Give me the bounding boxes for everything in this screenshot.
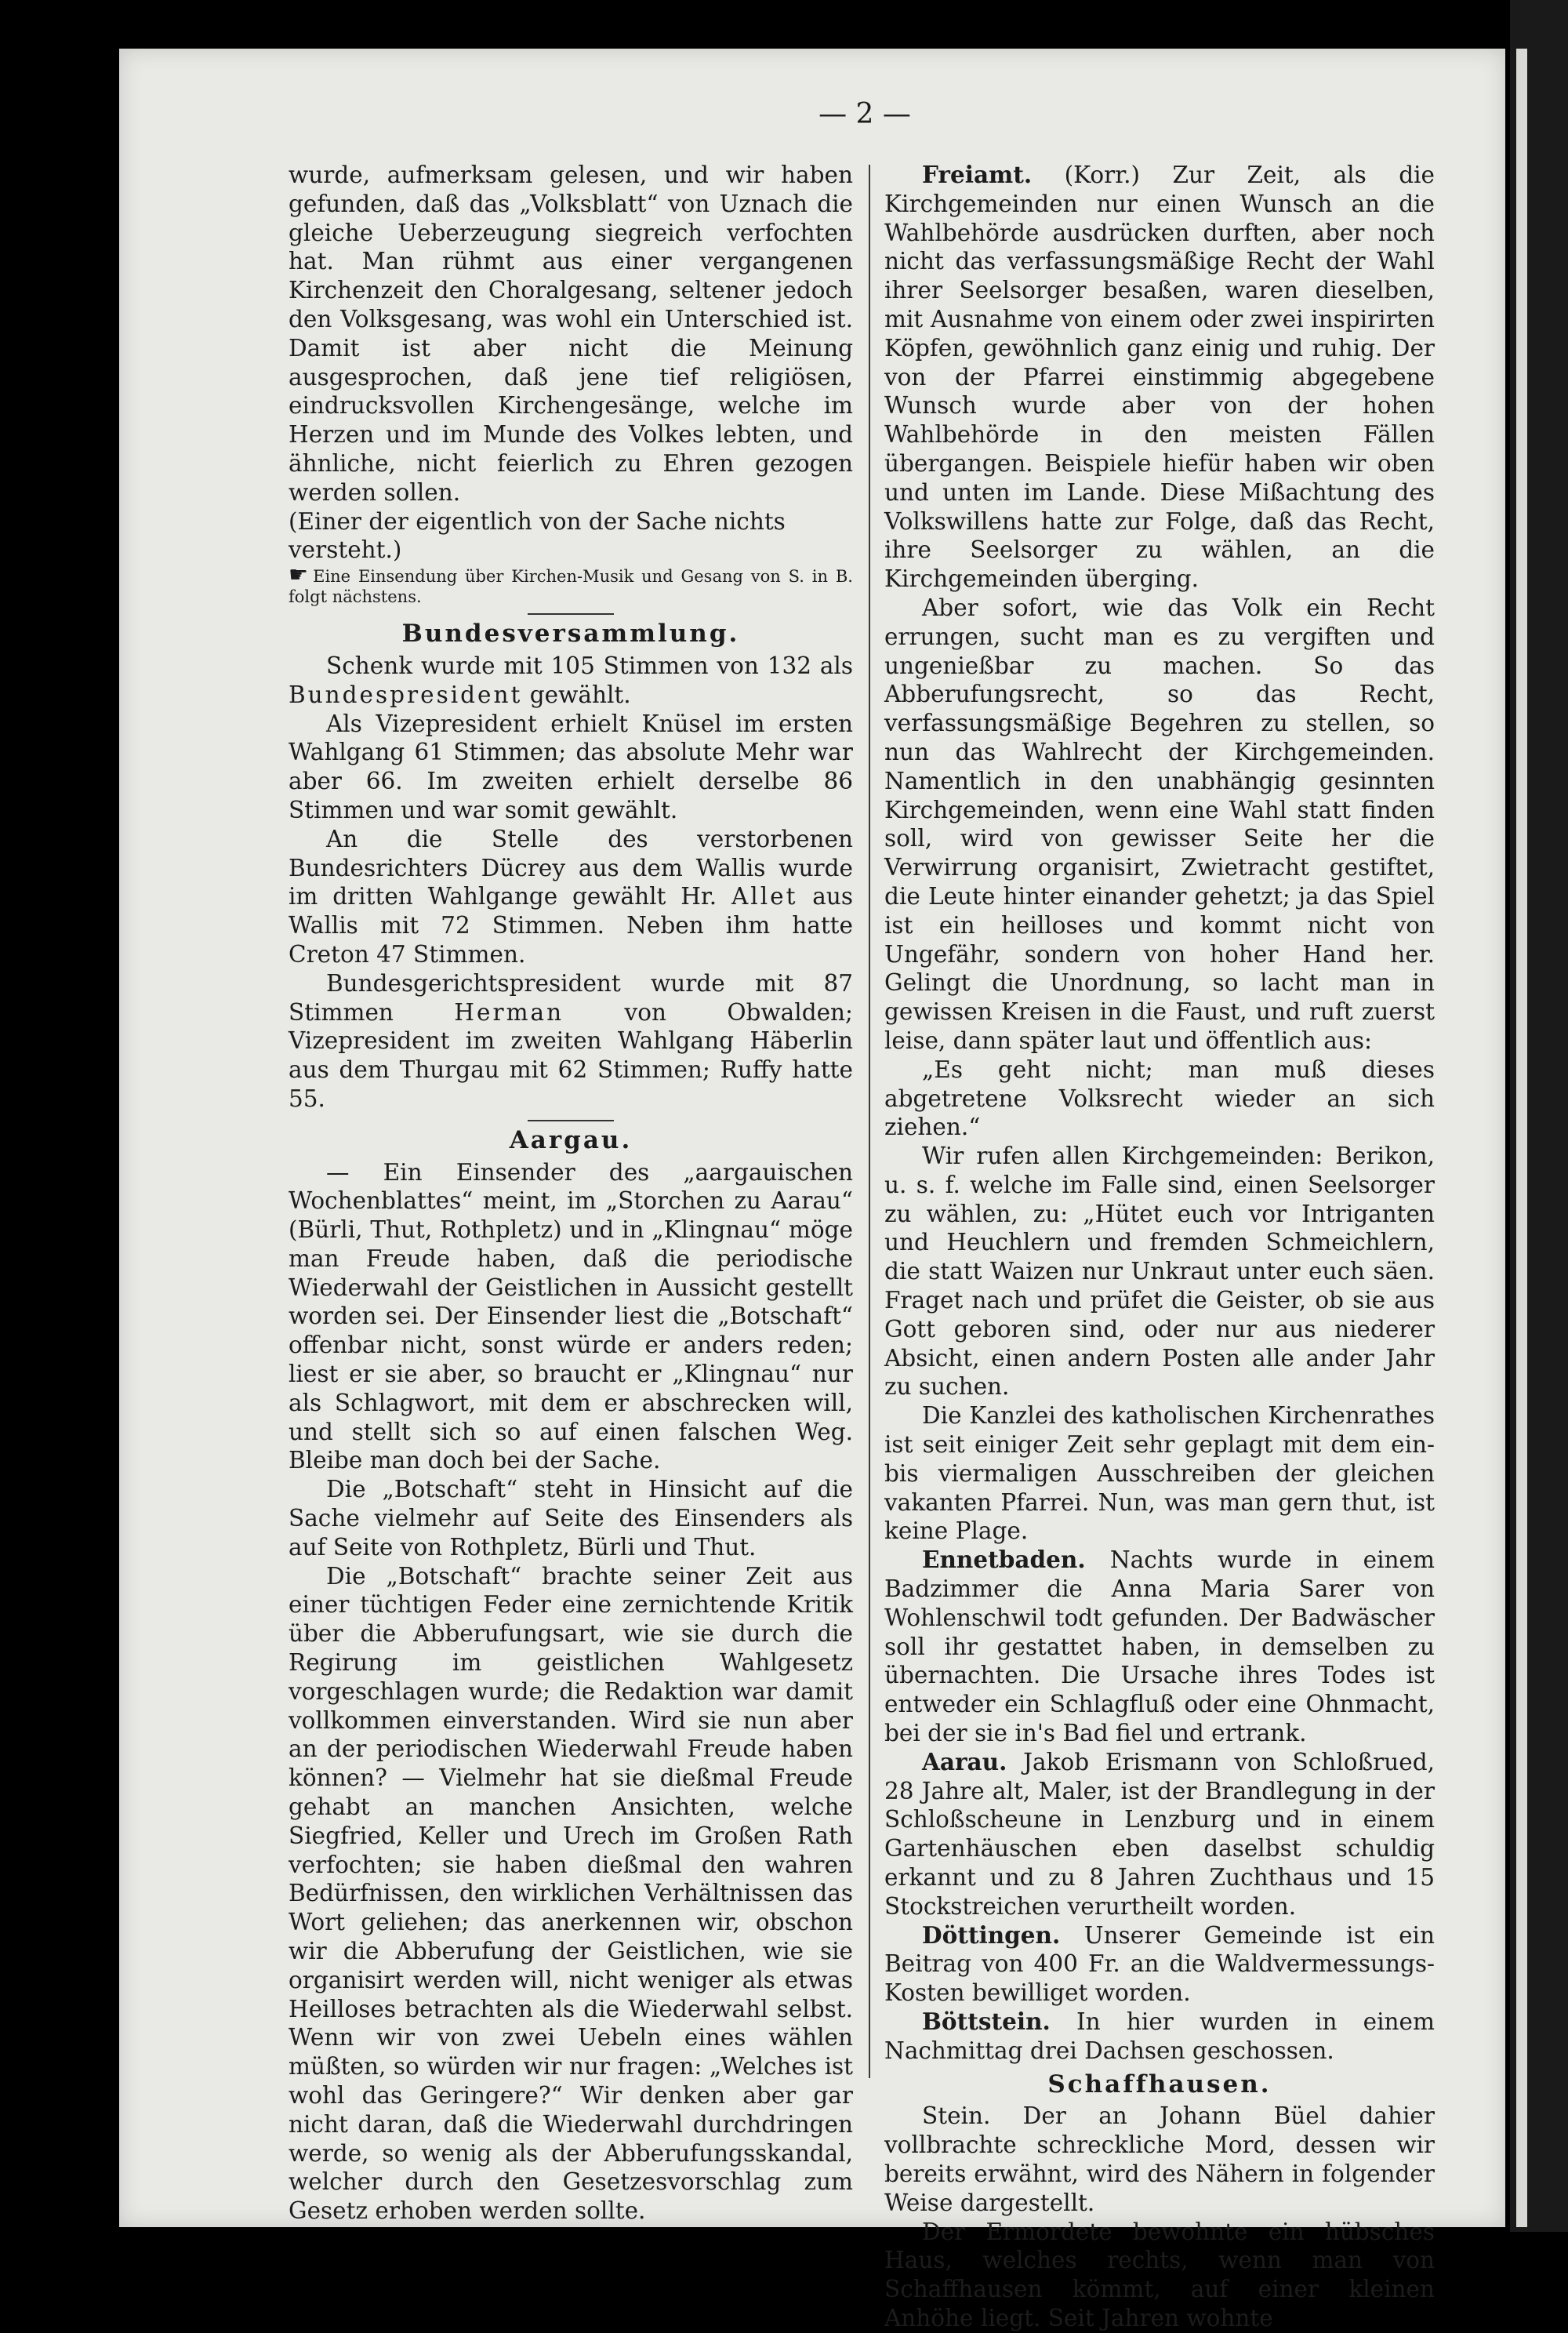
heading-bundesversammlung: Bundesversammlung. bbox=[401, 620, 740, 649]
boettstein-item: Böttstein. In hier wurden in einem Nachmittag drei Dachsen geschossen. bbox=[884, 2008, 1435, 2064]
schaffhausen-paragraph-1: Stein. Der an Johann Büel dahier vollbrachte schreckliche Mord, dessen wir bereits erwähnt, wird des Nähern in folgender Weise dargestellt. bbox=[884, 2102, 1435, 2216]
boettstein-keyword: Böttstein. bbox=[922, 2008, 1051, 2035]
ennetbaden-item: Ennetbaden. Nachts wurde in einem Badzimmer die Anna Maria Sarer von Wohlenschwil todt gefunden. Der Badwäscher soll ihr gestattet haben, in demselben zu übernachten. Die Ursache ihres Todes ist entweder ein Schlagfluß oder eine Ohnmacht, bei der sie in's Bad fiel und ertrank. bbox=[884, 1546, 1435, 1747]
aargau-paragraph-2: Die „Botschaft“ steht in Hinsicht auf die Sache vielmehr auf Seite des Einsenders als auf Seite von Rothpletz, Bürli und Thut. bbox=[289, 1476, 853, 1561]
heading-aargau: Aargau. bbox=[509, 1125, 633, 1154]
column-divider bbox=[869, 165, 870, 2078]
scan-border bbox=[1510, 0, 1568, 2232]
right-column bbox=[884, 161, 1435, 2333]
freiamt-keyword: Freiamt. bbox=[922, 161, 1033, 188]
ennetbaden-keyword: Ennetbaden. bbox=[922, 1546, 1086, 1574]
signature: (Einer der eigentlich von der Sache nichts versteht.) bbox=[289, 507, 786, 564]
aarau-keyword: Aarau. bbox=[922, 1747, 1007, 1775]
section-divider bbox=[528, 1120, 614, 1121]
doettingen-item: Döttingen. Unserer Gemeinde ist ein Beitrag von 400 Fr. an die Waldvermessungs-Kosten bewilliget worden. bbox=[884, 1921, 1435, 2007]
freiamt-paragraph-3: Wir rufen allen Kirchgemeinden: Berikon, u. s. f. welche im Falle sind, einen Seelsorger zu wählen, zu: „Hütet euch vor Intriganten und Heuchlern und fremden Schmeichlern, die statt Waizen nur Unkraut unter euch säen. Fraget nach und prüfet die Geister, ob sie aus Gott geboren sind, oder nur aus niederer Absicht, einen andern Posten alle ander Jahr zu suchen. bbox=[884, 1143, 1435, 1401]
left-column bbox=[289, 161, 853, 2226]
pointing-hand-icon: ☛ bbox=[289, 561, 309, 588]
bund-paragraph-1: Schenk wurde mit 105 Stimmen von 132 als Bundespresident gewählt. bbox=[289, 652, 853, 708]
aarau-item: Aarau. Jakob Erismann von Schloßrued, 28 Jahre alt, Maler, ist der Brandlegung in der Schloßscheune in Lenzburg und in einem Gartenhäuschen eben daselbst schuldig erkannt und zu 8 Jahren Zuchthaus und 15 Stockstreichen verurtheilt worden. bbox=[884, 1747, 1435, 1920]
next-page-edge bbox=[1516, 49, 1527, 2227]
doettingen-keyword: Döttingen. bbox=[922, 1921, 1061, 1949]
article-continuation: wurde, aufmerksam gelesen, und wir haben gefunden, daß das „Volksblatt“ von Uznach die gleiche Ueberzeugung siegreich verfochten hat. Man rühmt aus einer vergangenen Kirchenzeit den Choralgesang, seltener jedoch den Volksgesang, was wohl ein Unterschied ist. Damit ist aber nicht die Meinung ausgesprochen, daß jene tief religiösen, eindrucksvollen Kirchengesänge, welche im Herzen und im Munde des Volkes lebten, und ähnliche, nicht feierlich zu Ehren gezogen werden sollen. bbox=[289, 162, 853, 506]
aargau-paragraph-1: — Ein Einsender des „aargauischen Wochenblattes“ meint, im „Storchen zu Aarau“ (Bürli, Thut, Rothpletz) und in „Klingnau“ möge man Freude haben, daß die periodische Wiederwahl der Geistlichen in Aussicht gestellt worden sei. Der Einsender liest die „Botschaft“ offenbar nicht, sonst würde er anders reden; liest er sie aber, so braucht er „Klingnau“ nur als Schlagwort, mit dem er abschrecken will, und stellt sich so auf einen falschen Weg. Bleibe man doch bei der Sache. bbox=[289, 1158, 853, 1474]
heading-schaffhausen: Schaffhausen. bbox=[1047, 2070, 1272, 2099]
section-divider bbox=[528, 613, 614, 615]
freiamt-quote: „Es geht nicht; man muß dieses abgetretene Volksrecht wieder an sich ziehen.“ bbox=[884, 1056, 1435, 1141]
notice: ☛ Eine Einsendung über Kirchen-Musik und Gesang von S. in B. folgt nächstens. bbox=[289, 561, 853, 607]
page-number: — 2 — bbox=[818, 98, 911, 130]
freiamt-paragraph-4: Die Kanzlei des katholischen Kirchenrathes ist seit einiger Zeit sehr geplagt mit dem ein- bis viermaligen Ausschreiben der gleichen vakanten Pfarrei. Nun, was man gern thut, ist keine Plage. bbox=[884, 1402, 1435, 1545]
bund-paragraph-2: Als Vizepresident erhielt Knüsel im ersten Wahlgang 61 Stimmen; das absolute Mehr war aber 66. Im zweiten erhielt derselbe 86 Stimmen und war somit gewählt. bbox=[289, 710, 853, 823]
freiamt-paragraph-2: Aber sofort, wie das Volk ein Recht errungen, sucht man es zu vergiften und ungenießbar zu machen. So das Abberufungsrecht, so das Recht, verfassungsmäßige Begehren zu stellen, so nun das Wahlrecht der Kirchgemeinden. Namentlich in den unabhängig gesinnten Kirchgemeinden, wenn eine Wahl statt finden soll, wird von gewisser Seite her die Verwirrung organisirt, Zwietracht gestiftet, die Leute hinter einander gehetzt; ja das Spiel ist ein heilloses und kommt nicht von Ungefähr, sondern von hoher Hand her. Gelingt die Unordnung, so lacht man in gewissen Kreisen in die Faust, und ruft zuerst leise, dann später laut und öffentlich aus: bbox=[884, 594, 1435, 1054]
bund-paragraph-3: An die Stelle des verstorbenen Bundesrichters Dücrey aus dem Wallis wurde im dritten Wahlgange gewählt Hr. Allet aus Wallis mit 72 Stimmen. Neben ihm hatte Creton 47 Stimmen. bbox=[289, 825, 853, 968]
freiamt-paragraph-1: Freiamt. (Korr.) Zur Zeit, als die Kirchgemeinden nur einen Wunsch an die Wahlbehörde ausdrücken durften, aber noch nicht das verfassungsmäßige Recht der Wahl ihrer Seelsorger besaßen, waren dieselben, mit Ausnahme von einem oder zwei inspirirten Köpfen, gewöhnlich ganz einig und ruhig. Der von der Pfarrei einstimmig abgegebene Wunsch wurde aber von der hohen Wahlbehörde in den meisten Fällen übergangen. Beispiele hiefür haben wir oben und unten im Lande. Diese Mißachtung des Volkswillens hatte zur Folge, daß das Recht, ihre Seelsorger zu wählen, an die Kirchgemeinden überging. bbox=[884, 161, 1435, 593]
bund-paragraph-4: Bundesgerichtspresident wurde mit 87 Stimmen Herman von Obwalden; Vizepresident im zweiten Wahlgang Häberlin aus dem Thurgau mit 62 Stimmen; Ruffy hatte 55. bbox=[289, 969, 853, 1112]
schaffhausen-paragraph-2: Der Ermordete bewohnte ein hübsches Haus, welches rechts, wenn man von Schaffhausen kömmt, auf einer kleinen Anhöhe liegt. Seit Jahren wohnte bbox=[884, 2218, 1435, 2331]
aargau-paragraph-3: Die „Botschaft“ brachte seiner Zeit aus einer tüchtigen Feder eine zernichtende Kritik über die Abberufungsart, wie sie durch die Regirung im geistlichen Wahlgesetz vorgeschlagen wurde; die Redaktion war damit vollkommen einverstanden. Wird sie nun aber an der periodischen Wiederwahl Freude haben können? — Vielmehr hat sie dießmal Freude gehabt an manchen Ansichten, welche Siegfried, Keller und Urech im Großen Rath verfochten; sie haben dießmal den wahren Bedürfnissen, den wirklichen Verhältnissen das Wort geliehen; das anerkennen wir, obschon wir die Abberufung der Geistlichen, wie sie organisirt werden will, nicht weniger als etwas Heilloses betrachten als die Wiederwahl selbst. Wenn wir von zwei Uebeln eines wählen müßten, so würden wir nur fragen: „Welches ist wohl das Geringere?“ Wir denken aber gar nicht daran, daß die Wiederwahl durchdringen werde, so wenig als der Abberufungsskandal, welcher durch den Gesetzesvorschlag zum Gesetz erhoben werden sollte. bbox=[289, 1562, 853, 2225]
